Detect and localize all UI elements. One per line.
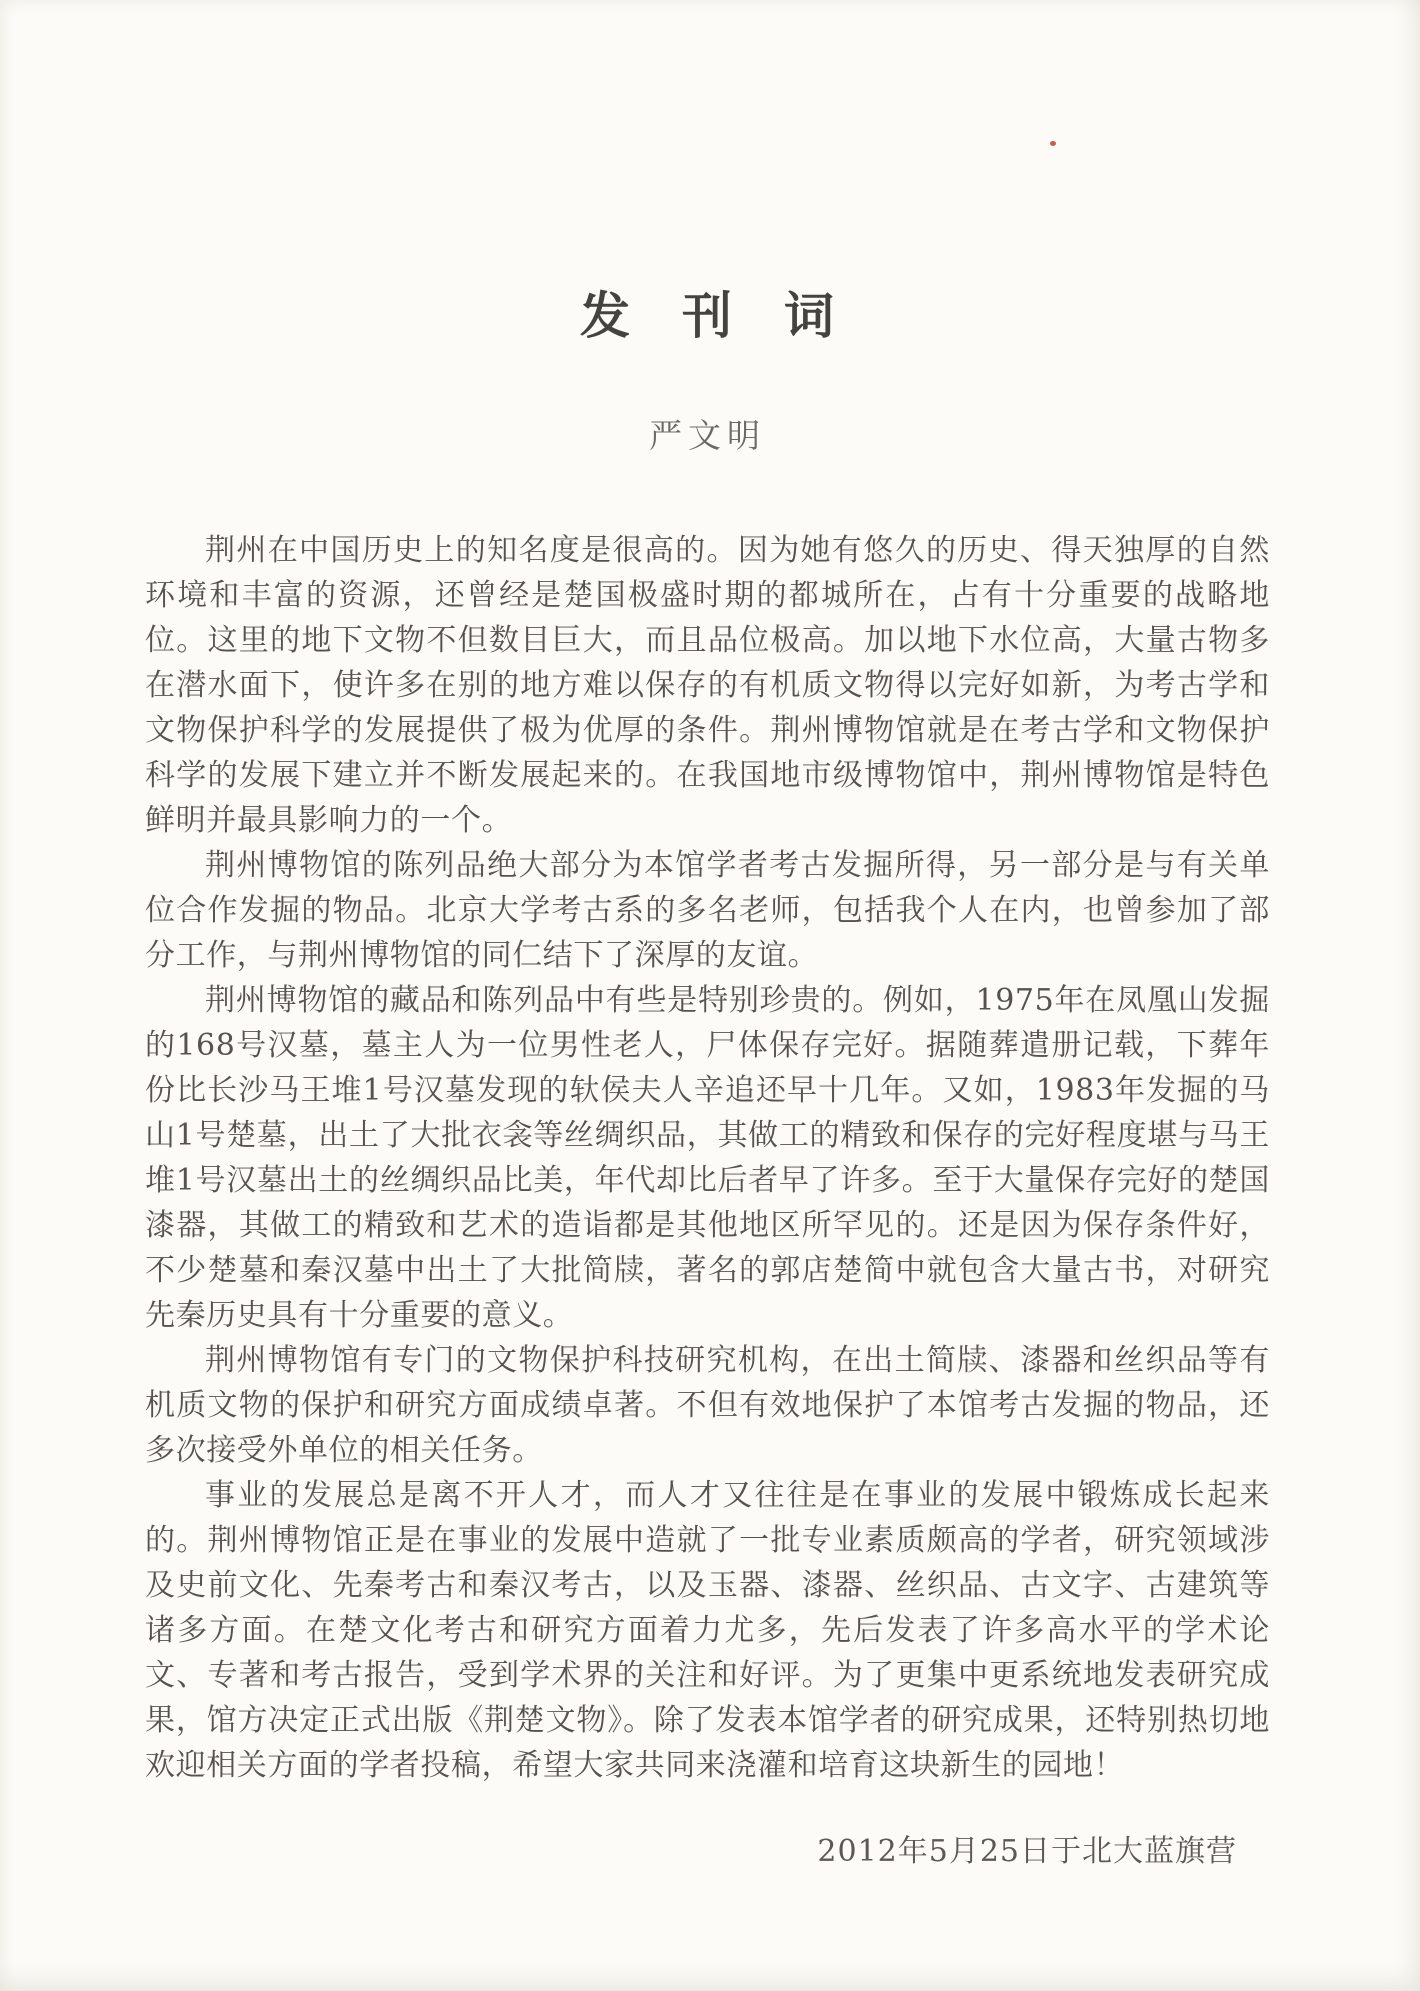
body-paragraph-4: 荆州博物馆有专门的文物保护科技研究机构，在出土简牍、漆器和丝织品等有机质文物的保护和研究方面成绩卓著。不但有效地保护了本馆考古发掘的物品，还多次接受外单位的相关任务。 [145, 1343, 1270, 1468]
author-name: 严文明 [649, 416, 766, 455]
date-signature-line: 2012年5月25日于北大蓝旗营 [817, 1834, 1237, 1869]
body-paragraph-5: 事业的发展总是离不开人才，而人才又往往是在事业的发展中锻炼成长起来的。荆州博物馆正是在事业的发展中造就了一批专业素质颇高的学者，研究领域涉及史前文化、先秦考古和秦汉考古，以及玉器、漆器、丝织品、古文字、古建筑等诸多方面。在楚文化考古和研究方面着力尤多，先后发表了许多高水平的学术论文、专著和考古报告，受到学术界的关注和好评。为了更集中更系统地发表研究成果，馆方决定正式出版《荆楚文物》。除了发表本馆学者的研究成果，还特别热切地欢迎相关方面的学者投稿，希望大家共同来浇灌和培育这块新生的园地！ [145, 1478, 1270, 1783]
body-paragraph-2: 荆州博物馆的陈列品绝大部分为本馆学者考古发掘所得，另一部分是与有关单位合作发掘的物品。北京大学考古系的多名老师，包括我个人在内，也曾参加了部分工作，与荆州博物馆的同仁结下了深厚的友谊。 [145, 848, 1270, 973]
body-paragraph-1: 荆州在中国历史上的知名度是很高的。因为她有悠久的历史、得天独厚的自然环境和丰富的资源，还曾经是楚国极盛时期的都城所在，占有十分重要的战略地位。这里的地下文物不但数目巨大，而且品位极高。加以地下水位高，大量古物多在潜水面下，使许多在别的地方难以保存的有机质文物得以完好如新，为考古学和文物保护科学的发展提供了极为优厚的条件。荆州博物馆就是在考古学和文物保护科学的发展下建立并不断发展起来的。在我国地市级博物馆中，荆州博物馆是特色鲜明并最具影响力的一个。 [145, 533, 1270, 838]
scan-artifact-dot [1050, 141, 1056, 146]
document-body [145, 528, 1270, 1788]
body-paragraph-3: 荆州博物馆的藏品和陈列品中有些是特别珍贵的。例如，1975年在凤凰山发掘的168号汉墓，墓主人为一位男性老人，尸体保存完好。据随葬遣册记载，下葬年份比长沙马王堆1号汉墓发现的轪侯夫人辛追还早十几年。又如，1983年发掘的马山1号楚墓，出土了大批衣衾等丝绸织品，其做工的精致和保存的完好程度堪与马王堆1号汉墓出土的丝绸织品比美，年代却比后者早了许多。至于大量保存完好的楚国漆器，其做工的精致和艺术的造诣都是其他地区所罕见的。还是因为保存条件好，不少楚墓和秦汉墓中出土了大批简牍，著名的郭店楚简中就包含大量古书，对研究先秦历史具有十分重要的意义。 [145, 983, 1270, 1333]
page-title: 发 刊 词 [580, 286, 835, 345]
